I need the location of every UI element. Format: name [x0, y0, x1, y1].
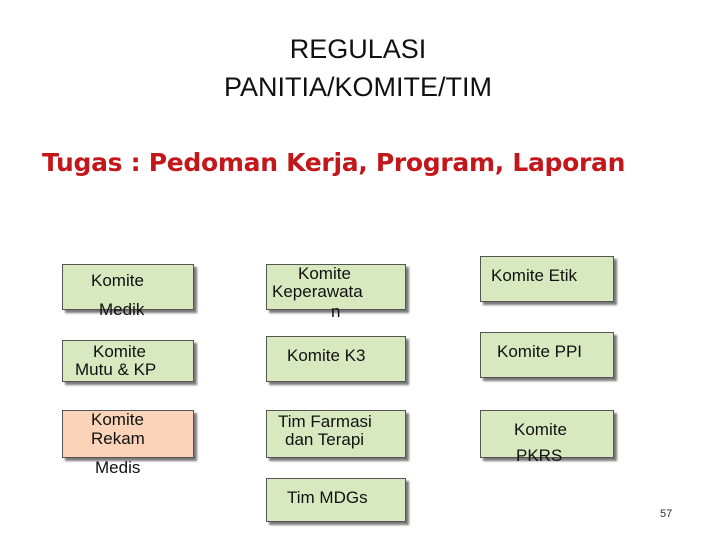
box-label-line: Komite: [91, 410, 144, 429]
box-komite-pkrs: [480, 410, 614, 465]
title-line-2: PANITIA/KOMITE/TIM: [223, 72, 492, 102]
box-komite-ppi: [480, 332, 614, 378]
title-line-1: REGULASI: [289, 34, 427, 64]
box-label-line: PKRS: [516, 446, 563, 465]
box-label-line: dan Terapi: [285, 430, 365, 449]
box-label-line: Tim Farmasi: [278, 412, 372, 431]
box-tim-mdgs: [266, 478, 406, 522]
box-label-line: Medik: [99, 300, 145, 319]
box-label-line: Rekam: [91, 429, 145, 448]
box-label-line: Komite: [514, 420, 567, 439]
box-label-line: Komite: [298, 264, 351, 283]
box-label-line: Komite Etik: [491, 266, 577, 285]
box-tim-farmasi: [266, 410, 406, 458]
page-number: 57: [660, 508, 673, 520]
slide-subtitle: Tugas : Pedoman Kerja, Program, Laporan: [42, 148, 626, 177]
box-label-line: Komite: [91, 271, 144, 290]
box-label-line: Keperawata: [272, 282, 363, 301]
slide-title: [0, 30, 716, 106]
box-komite-medik: [62, 264, 194, 319]
box-komite-k3: [266, 336, 406, 382]
box-label-line: Medis: [95, 458, 141, 477]
box-label-line: Komite: [93, 342, 146, 361]
box-label-line: Mutu & KP: [75, 360, 157, 379]
box-label-line: Komite K3: [287, 346, 366, 365]
box-label-line: Komite PPI: [497, 342, 583, 361]
box-komite-etik: [480, 256, 614, 302]
box-komite-rekam-medis: [62, 410, 194, 477]
box-komite-mutu: [62, 340, 194, 382]
box-label-line: n: [331, 302, 341, 321]
box-label-line: Tim MDGs: [287, 488, 368, 507]
box-komite-keperawatan: [266, 264, 406, 321]
